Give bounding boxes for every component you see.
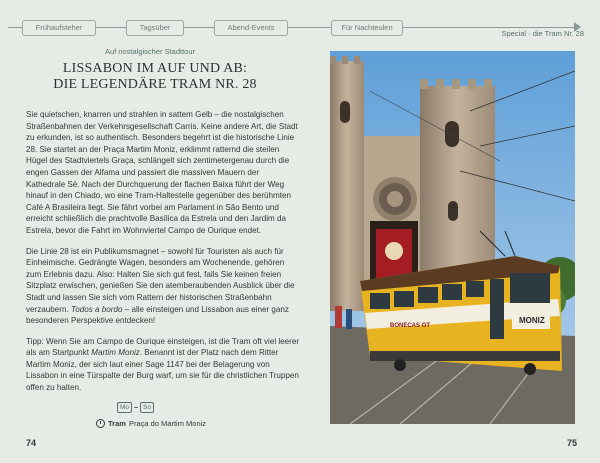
title-line-2: DIE LEGENDÄRE TRAM NR. 28: [53, 77, 257, 92]
article-body: [26, 109, 300, 403]
title-line-1: LISSABON IM AUF UND AB:: [62, 61, 248, 76]
page-number-left: 74: [26, 438, 37, 448]
tram-advertising: BONECAS OT: [390, 323, 431, 329]
tram-destination-sign: MONIZ: [519, 316, 545, 325]
paragraph-2-text-a: Die Linie 28 ist ein Publikumsmagnet – sowohl für Touristen als auch für Einheimische. Gedrängte Wagen, besonders am Wochenende, gehören zum Erlebnis dazu. Also: Halten Sie sich gut fest, falls Sie keinen freien Sitzplatz erwischen, genießen Sie den atemberaubenden Ausblick über die Stadt und lassen Sie sich vom Rattern der historischen Straßenbahn verzaubern.: [26, 246, 295, 314]
running-head: Special · die Tram Nr. 28: [501, 29, 584, 38]
paragraph-3: [26, 336, 300, 394]
day-range-dash: [134, 407, 138, 408]
paragraph-3-text-b: . Benannt ist der Platz nach dem Ritter Martim Moniz, der sich laut einer Sage 1147 bei der Belagerung von Lissabon in eine Türspalte der Burg warf, um sie für die christlichen Truppen offen zu halten.: [26, 348, 299, 393]
day-to: So: [140, 402, 154, 413]
tram-cathedral-photo: [330, 51, 575, 424]
clock-icon: [96, 419, 105, 428]
article-eyebrow: Auf nostalgischer Stadttour: [104, 47, 196, 56]
paragraph-3-emphasis: Martim Moniz: [91, 348, 140, 358]
paragraph-1: Sie quietschen, knarren und strahlen in sattem Gelb – die nostalgischen Straßenbahnen der Verkehrsgesellschaft Carris. Keine andere Art, die Stadt zu erkunden, ist so authentisch. Besonders begehrt ist die historische Linie 28. Sie startet an der Praça Martim Moniz, erklimmt ratternd die steilen Hügel des Stadtviertels Graça, schlängelt sich zentimetergenau durch die engen Gassen der Alfama und passiert die massiven Mauern der Kathedrale Sé. Nach der Durchquerung der flachen Baixa führt der Weg hinauf in den Chiado, wo eine Tram-Haltestelle gegenüber des berühmten Café A Brasileira liegt. Sie fährt vorbei am Parlament in São Bento und erreicht schließlich die prachtvolle Basílica da Estrela und den Jardim da Estrela, bevor die Fahrt im Wohnviertel Campo de Ourique endet.: [26, 110, 298, 235]
tram-stop-info: [96, 419, 206, 428]
paragraph-2: [26, 246, 300, 327]
tram-label: Tram: [108, 419, 126, 428]
tab-tagsueber[interactable]: Tagsüber: [126, 20, 184, 36]
tab-fruehaufsteher[interactable]: Frühaufsteher: [22, 20, 96, 36]
operating-days: [117, 401, 154, 413]
day-from: Mo: [117, 402, 132, 413]
paragraph-3-text-a: Tipp: Wenn Sie am Campo de Ourique einsteigen, ist die Tram oft viel leerer als am Startpunkt: [26, 336, 300, 358]
tram-stop: Praça do Martim Moniz: [128, 419, 207, 428]
tab-fuer-nachteulen[interactable]: Für Nachteulen: [331, 20, 403, 36]
paragraph-2-text-b: – alle einsteigen und Lissabon aus einer ganz besonderen Perspektive entdecken!: [26, 304, 289, 326]
tab-abend-events[interactable]: Abend-Events: [214, 20, 288, 36]
photo-illustration: [330, 51, 575, 424]
page-number-right: 75: [567, 438, 578, 448]
article-title: [36, 61, 274, 93]
paragraph-2-emphasis: Todos a bordo: [71, 304, 123, 314]
